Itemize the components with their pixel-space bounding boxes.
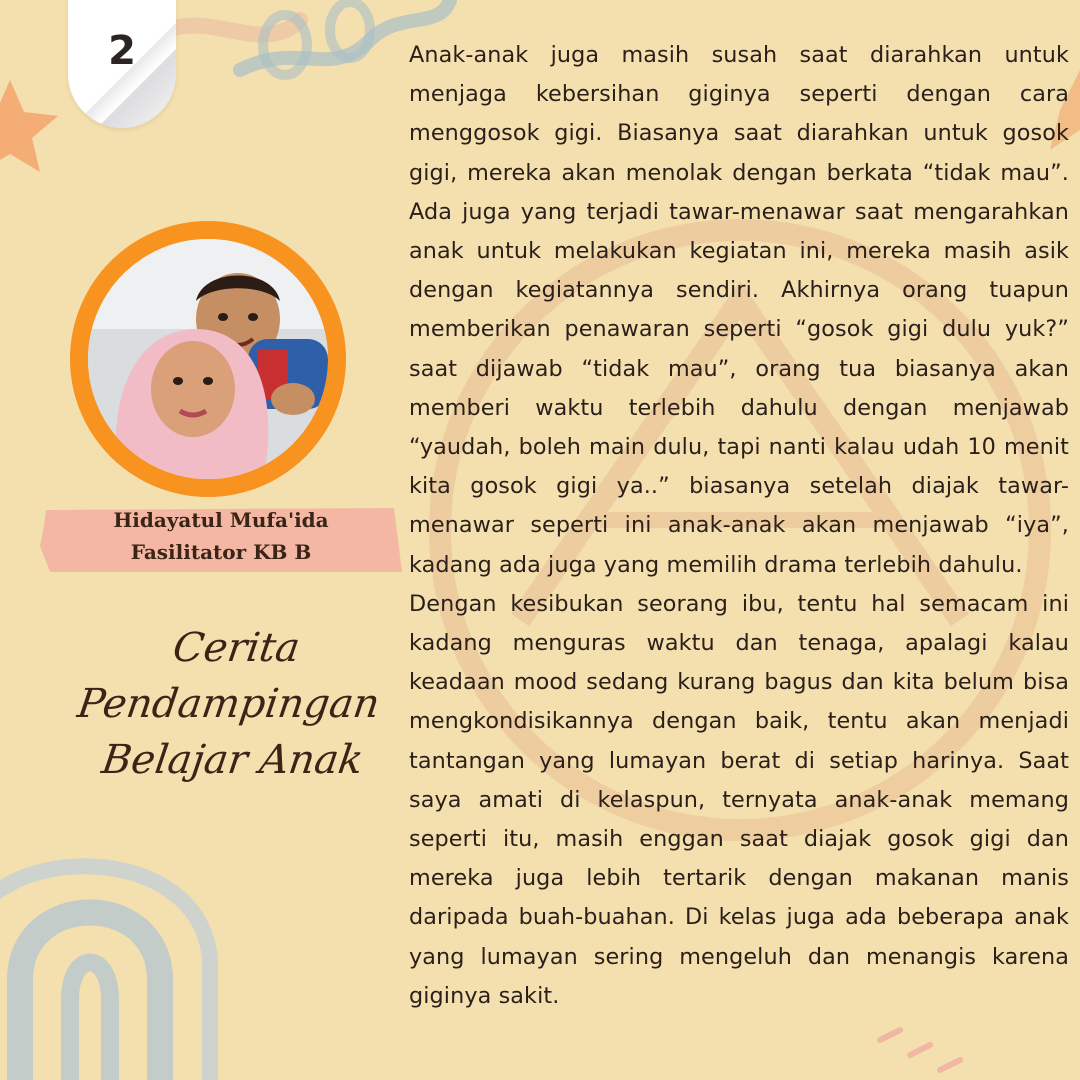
article-body [409, 36, 1069, 1016]
page-number-badge [68, 0, 176, 128]
star-icon [0, 80, 58, 172]
script-title [60, 620, 405, 788]
article-paragraph: Dengan kesibukan seorang ibu, tentu hal semacam ini kadang menguras waktu dan tenaga, apalagi kalau keadaan mood sedang kurang bagus dan kita belum bisa mengkondisikannya dengan baik, tentu akan menjadi tantangan yang lumayan berat di setiap harinya. Saat saya amati di kelaspun, ternyata anak-anak memang seperti itu, masih enggan saat diajak gosok gigi dan mereka juga lebih tertarik dengan makanan manis daripada buah-buahan. Di kelas juga ada beberapa anak yang lumayan sering mengeluh dan menangis karena giginya sakit. [409, 590, 1069, 1009]
page-number: 2 [108, 28, 136, 74]
dash-decoration [880, 1030, 960, 1070]
swirl-decoration [150, 0, 450, 75]
name-banner [40, 506, 402, 574]
profile-role: Fasilitator KB B [130, 540, 312, 564]
profile-photo-frame [70, 221, 346, 497]
rainbow-decoration [0, 866, 210, 1080]
title-line1: Cerita Pendampingan [74, 625, 383, 727]
profile-photo [88, 239, 328, 479]
profile-name: Hidayatul Mufa'ida [113, 508, 329, 532]
article-paragraph: Anak-anak juga masih susah saat diarahkan untuk menjaga kebersihan giginya seperti dengan cara menggosok gigi. Biasanya saat diarahkan untuk gosok gigi, mereka akan menolak dengan berkata “tidak mau”. Ada juga yang terjadi tawar-menawar saat mengarahkan anak untuk melakukan kegiatan ini, mereka masih asik dengan kegiatannya sendiri. Akhirnya orang tuapun memberikan penawaran seperti “gosok gigi dulu yuk?” saat dijawab “tidak mau”, orang tua biasanya akan memberi waktu terlebih dahulu dengan menjawab “yaudah, boleh main dulu, tapi nanti kalau udah 10 menit kita gosok gigi ya..” biasanya setelah diajak tawar-menawar seperti ini anak-anak akan menjawab “iya”, kadang ada juga yang memilih drama terlebih dahulu. [409, 42, 1069, 578]
title-line2: Belajar Anak [99, 737, 366, 783]
